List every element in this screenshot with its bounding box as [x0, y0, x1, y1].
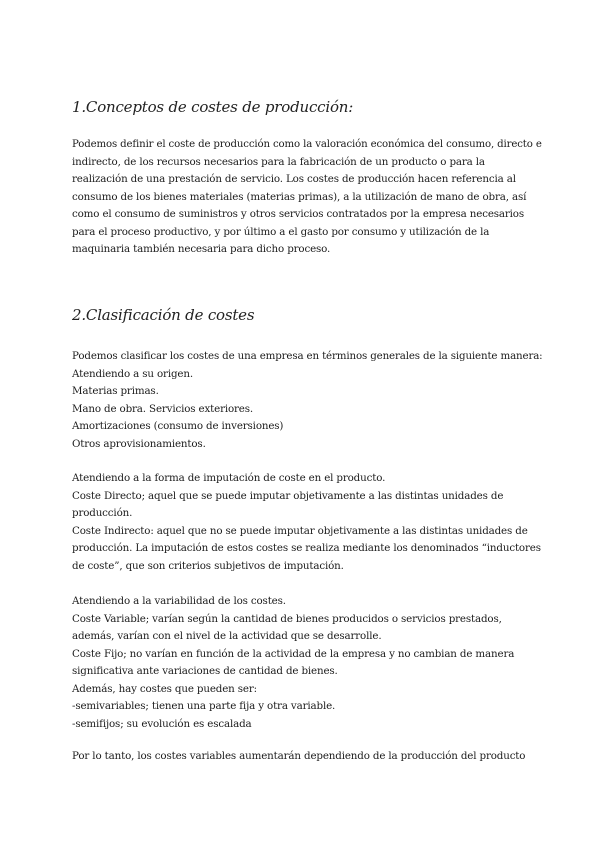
paragraph-line: como el consumo de suministros y otros servicios contratados por la empresa necesarios: [72, 208, 524, 220]
paragraph-line: Además, hay costes que pueden ser:: [72, 682, 257, 695]
section-2-heading: 2.Clasificación de costes: [72, 306, 255, 324]
paragraph-line: Coste Indirecto: aquel que no se puede imputar objetivamente a las distintas unidades de: [72, 524, 528, 537]
classification-intro-block: [72, 348, 542, 453]
paragraph-line: de coste”, que son criterios subjetivos de imputación.: [72, 559, 344, 572]
variability-block: [72, 593, 542, 733]
section-1-heading: 1.Conceptos de costes de producción:: [72, 98, 354, 116]
paragraph-line: Atendiendo a la variabilidad de los costes.: [72, 595, 286, 607]
paragraph-line: para el proceso productivo, y por último a el gasto por consumo y utilización de la: [72, 225, 490, 238]
paragraph-line: realización de una prestación de servicio. Los costes de producción hacen referencia al: [72, 173, 516, 185]
paragraph-line: -semifijos; su evolución es escalada: [72, 717, 252, 730]
paragraph-line: Materias primas.: [72, 385, 159, 397]
paragraph-line: Otros aprovisionamientos.: [72, 437, 206, 450]
paragraph-line: Coste Variable; varían según la cantidad de bienes producidos o servicios prestados,: [72, 612, 502, 625]
paragraph-line: Mano de obra. Servicios exteriores.: [72, 402, 254, 415]
paragraph-line: Podemos definir el coste de producción como la valoración económica del consumo, directo e: [72, 138, 542, 150]
paragraph-line: Por lo tanto, los costes variables aumentarán dependiendo de la producción del producto: [72, 750, 526, 762]
paragraph-line: producción. La imputación de estos costes se realiza mediante los denominados “inductores: [72, 542, 541, 554]
paragraph-line: Coste Directo; aquel que se puede imputar objetivamente a las distintas unidades de: [72, 489, 504, 502]
conclusion-block: [72, 748, 542, 766]
paragraph-line: Atendiendo a su origen.: [72, 367, 193, 380]
imputation-block: [72, 470, 542, 575]
paragraph-line: Podemos clasificar los costes de una empresa en términos generales de la siguiente manera:: [72, 350, 543, 362]
section-1-paragraph: [72, 136, 542, 259]
paragraph-line: indirecto, de los recursos necesarios para la fabricación de un producto o para la: [72, 155, 485, 168]
paragraph-line: maquinaria también necesaria para dicho proceso.: [72, 243, 331, 255]
paragraph-line: Amortizaciones (consumo de inversiones): [72, 420, 284, 432]
paragraph-line: significativa ante variaciones de cantidad de bienes.: [72, 665, 338, 677]
paragraph-line: consumo de los bienes materiales (materias primas), a la utilización de mano de obra, así: [72, 190, 527, 203]
paragraph-line: además, varían con el nivel de la actividad que se desarrolle.: [72, 630, 382, 642]
paragraph-line: -semivariables; tienen una parte fija y otra variable.: [72, 700, 336, 712]
paragraph-line: Coste Fijo; no varían en función de la actividad de la empresa y no cambian de manera: [72, 647, 515, 660]
paragraph-line: producción.: [72, 507, 133, 519]
paragraph-line: Atendiendo a la forma de imputación de coste en el producto.: [72, 472, 386, 484]
